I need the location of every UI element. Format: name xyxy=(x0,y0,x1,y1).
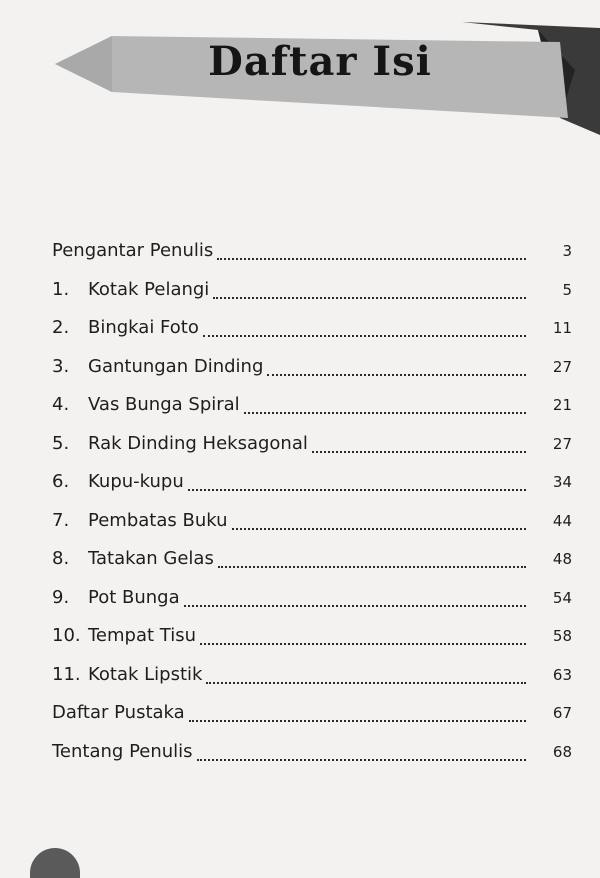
toc-leader-dots xyxy=(206,682,526,684)
toc-entry-number: 2. xyxy=(52,317,70,338)
toc-entry xyxy=(52,698,572,728)
toc-entry xyxy=(52,621,572,651)
toc-entry xyxy=(52,429,572,459)
toc-leader-dots xyxy=(218,566,526,568)
toc-entry-title: Tentang Penulis xyxy=(52,740,193,762)
page-corner-mark xyxy=(30,848,80,878)
toc-leader-dots xyxy=(213,297,526,299)
toc-entry xyxy=(52,583,572,613)
toc-entry-page: 48 xyxy=(552,550,572,568)
toc-entry-number: 9. xyxy=(52,586,70,608)
toc-entry-page: 68 xyxy=(552,742,572,761)
toc-entry-page: 44 xyxy=(552,511,572,530)
toc-entry xyxy=(52,737,572,767)
toc-entry-title: Rak Dinding Heksagonal xyxy=(88,432,308,454)
toc-leader-dots xyxy=(267,374,526,376)
toc-entry-number: 6. xyxy=(52,471,70,492)
toc-entry-title: Pembatas Buku xyxy=(88,509,228,531)
toc-entry-title: Kotak Pelangi xyxy=(88,278,210,300)
toc-leader-dots xyxy=(312,451,526,453)
toc-entry-page: 5 xyxy=(562,280,572,299)
toc-entry-page: 27 xyxy=(552,357,572,376)
toc-leader-dots xyxy=(189,720,526,722)
toc-entry-title: Vas Bunga Spiral xyxy=(88,394,240,415)
toc-leader-dots xyxy=(244,412,526,414)
toc-entry-title: Tatakan Gelas xyxy=(88,548,214,569)
toc-entry-page: 58 xyxy=(552,627,572,645)
toc-leader-dots xyxy=(184,605,526,607)
toc-leader-dots xyxy=(232,528,527,530)
toc-entry-page: 34 xyxy=(552,473,572,491)
toc-entry-title: Bingkai Foto xyxy=(88,317,199,338)
toc-entry-page: 27 xyxy=(552,434,572,453)
toc-leader-dots xyxy=(197,759,526,761)
toc-entry xyxy=(52,390,572,420)
toc-entry-title: Kotak Lipstik xyxy=(88,663,203,685)
toc-entry-title: Pot Bunga xyxy=(88,586,180,608)
toc-entry-page: 21 xyxy=(552,396,572,414)
toc-entry-page: 67 xyxy=(552,704,572,722)
toc-entry-title: Tempat Tisu xyxy=(88,625,197,646)
toc-entry xyxy=(52,236,572,266)
toc-leader-dots xyxy=(203,335,526,337)
toc-entry-number: 4. xyxy=(52,394,70,415)
toc-leader-dots xyxy=(217,258,526,260)
toc-entry-page: 11 xyxy=(552,319,572,337)
toc-entry-number: 3. xyxy=(52,355,70,377)
toc-leader-dots xyxy=(188,489,526,491)
toc-entry-number: 5. xyxy=(52,432,70,454)
toc-entry xyxy=(52,660,572,690)
toc-entry-title: Gantungan Dinding xyxy=(88,355,264,377)
title-banner xyxy=(0,0,600,140)
toc-leader-dots xyxy=(200,643,526,645)
toc-entry-title: Kupu-kupu xyxy=(88,471,184,492)
toc-entry xyxy=(52,352,572,382)
toc-entry-number: 8. xyxy=(52,548,70,569)
toc-entry-number: 1. xyxy=(52,278,70,300)
toc-entry-number: 11. xyxy=(52,663,81,685)
toc-entry xyxy=(52,506,572,536)
toc-entry xyxy=(52,467,572,497)
toc-entry-number: 10. xyxy=(52,625,81,646)
toc-entry xyxy=(52,313,572,343)
toc-entry-page: 54 xyxy=(552,588,572,607)
toc-entry xyxy=(52,544,572,574)
toc-entry-page: 63 xyxy=(552,665,572,684)
toc-entry-title: Pengantar Penulis xyxy=(52,240,214,261)
toc-entry-page: 3 xyxy=(562,242,572,260)
toc-entry-number: 7. xyxy=(52,509,70,531)
page-title: Daftar Isi xyxy=(208,38,432,85)
toc-entry-title: Daftar Pustaka xyxy=(52,702,185,723)
toc-entry xyxy=(52,275,572,305)
